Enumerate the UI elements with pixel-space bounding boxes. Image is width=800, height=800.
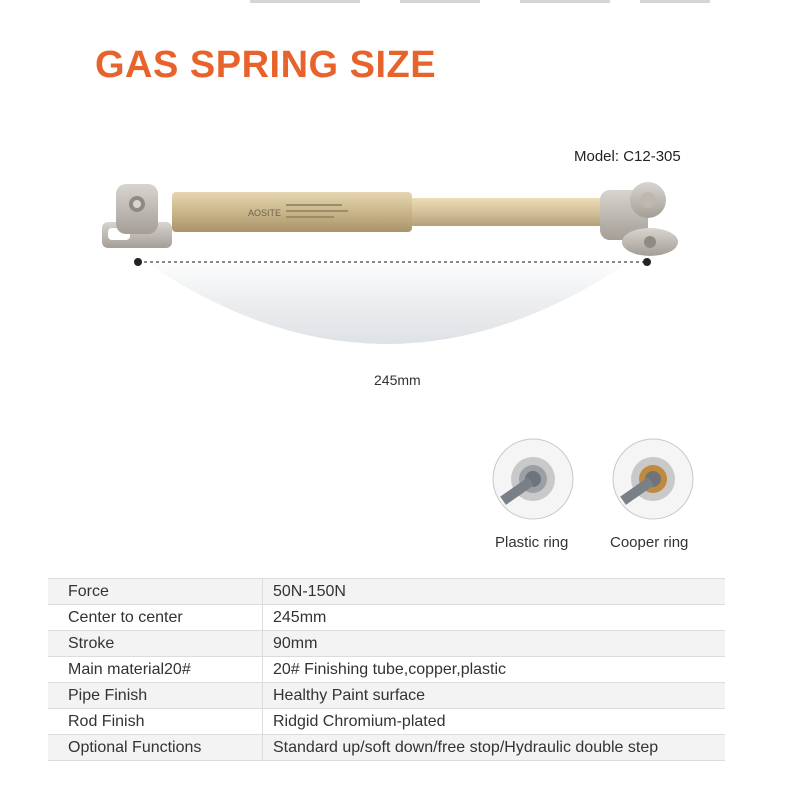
- top-decoration: [0, 0, 800, 6]
- spec-key: Rod Finish: [48, 709, 263, 735]
- spec-value: Ridgid Chromium-plated: [263, 709, 726, 735]
- table-row: [48, 579, 725, 605]
- spec-key: Force: [48, 579, 263, 605]
- table-row: [48, 709, 725, 735]
- spec-key: Center to center: [48, 605, 263, 631]
- table-row: [48, 631, 725, 657]
- gas-spring-image: [90, 170, 700, 370]
- length-label: 245mm: [374, 372, 421, 388]
- spec-key: Stroke: [48, 631, 263, 657]
- spec-value: 245mm: [263, 605, 726, 631]
- spec-table: [48, 578, 725, 761]
- table-row: [48, 605, 725, 631]
- brand-mark: AOSITE: [248, 208, 282, 218]
- copper-ring-image: [612, 438, 694, 520]
- model-label: Model: C12-305: [574, 148, 681, 165]
- spec-key: Pipe Finish: [48, 683, 263, 709]
- spec-key: Main material20#: [48, 657, 263, 683]
- spec-key: Optional Functions: [48, 735, 263, 761]
- spec-value: 90mm: [263, 631, 726, 657]
- spec-value: Healthy Paint surface: [263, 683, 726, 709]
- copper-ring-label: Cooper ring: [610, 534, 689, 551]
- plastic-ring-image: [492, 438, 574, 520]
- table-row: [48, 657, 725, 683]
- spec-value: Standard up/soft down/free stop/Hydraulic double step: [263, 735, 726, 761]
- table-row: [48, 683, 725, 709]
- spec-value: 20# Finishing tube,copper,plastic: [263, 657, 726, 683]
- table-row: [48, 735, 725, 761]
- spec-value: 50N-150N: [263, 579, 726, 605]
- plastic-ring-label: Plastic ring: [495, 534, 569, 551]
- page-title: GAS SPRING SIZE: [95, 44, 437, 86]
